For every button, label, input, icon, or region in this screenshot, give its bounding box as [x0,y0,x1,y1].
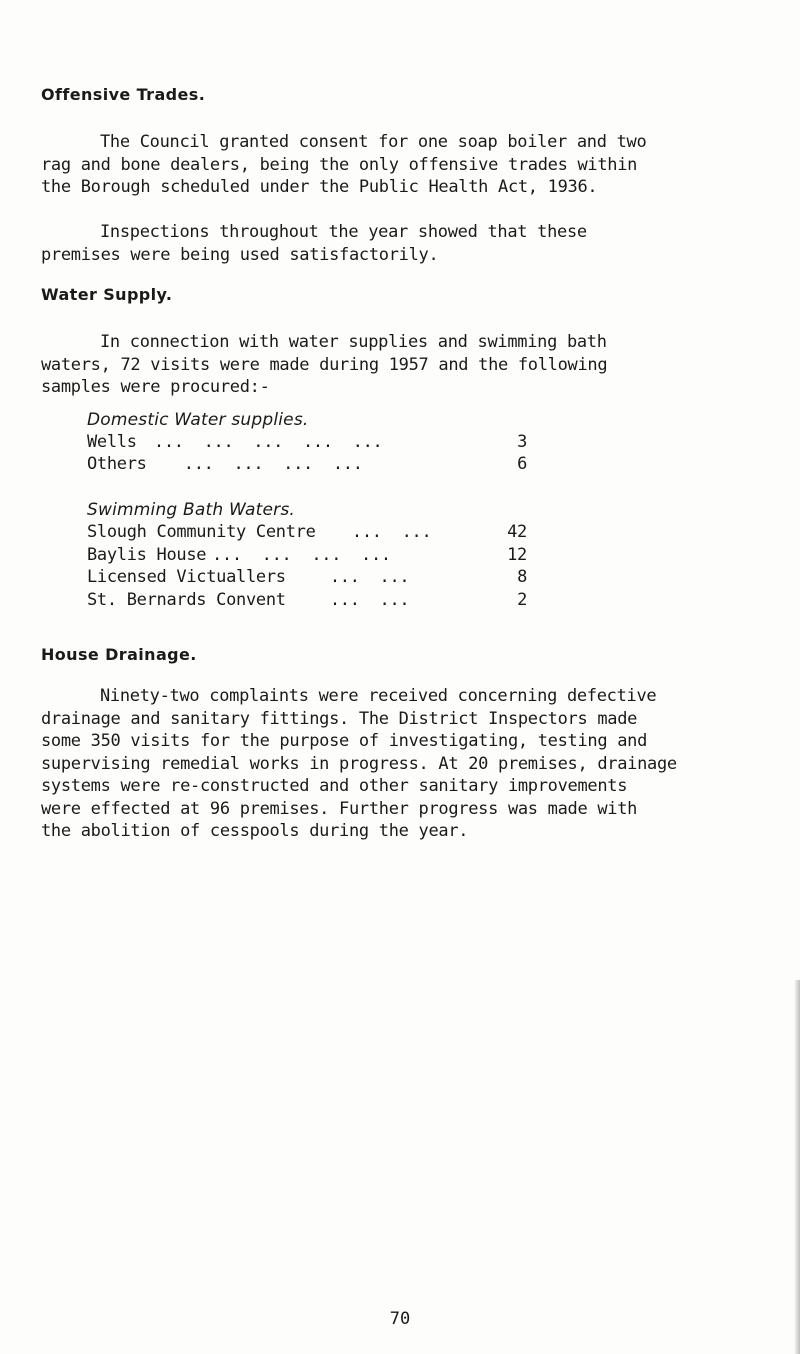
list-item [87,590,527,612]
sample-count: 6 [517,454,527,474]
page-number: 70 [389,1309,411,1329]
offensive-trades-heading: Offensive Trades. [41,85,206,104]
sample-count: 2 [517,590,527,610]
sample-count: 3 [517,432,527,452]
dot-leaders: ... ... [342,522,432,542]
water-supply-heading: Water Supply. [41,285,173,304]
sample-source-label: Slough Community Centre [87,522,316,542]
dot-leaders: ... ... [310,567,410,587]
swimming-bath-subheading: Swimming Bath Waters. [87,500,296,520]
list-item [87,432,527,454]
sample-source-label: Wells [87,432,137,452]
sample-count: 42 [507,522,527,542]
sample-source-label: St. Bernards Convent [87,590,286,610]
sample-source-label: Licensed Victuallers [87,567,286,587]
list-item [87,545,527,567]
offensive-trades-paragraph-1: The Council granted consent for one soap boiler and two rag and bone dealers, being the only offensive trades within the Borough scheduled under the Public Health Act, 1936. [41,132,647,197]
sample-source-label: Others [87,454,147,474]
page-edge-shadow [794,980,800,1354]
dot-leaders: ... ... [310,590,410,610]
water-supply-intro: In connection with water supplies and swimming bath waters, 72 visits were made during 1957 and the following samples were procured:- [41,332,608,397]
dot-leaders: ... ... ... ... ... [144,432,383,452]
list-item [87,454,527,476]
dot-leaders: ... ... ... ... [154,454,363,474]
domestic-water-subheading: Domestic Water supplies. [87,410,309,430]
sample-count: 12 [507,545,527,565]
dot-leaders: ... ... ... ... [212,545,391,565]
sample-count: 8 [517,567,527,587]
list-item [87,567,527,589]
offensive-trades-paragraph-2: Inspections throughout the year showed that these premises were being used satisfactorily. [41,222,587,265]
house-drainage-paragraph: Ninety-two complaints were received concerning defective drainage and sanitary fittings. The District Inspectors made some 350 visits for the purpose of investigating, testing and supervising remedial works in progress. At 20 premises, drainage systems were re-constructed and other sanitary improvements were effected at 96 premises. Further progress was made with the abolition of cesspools during the year. [41,686,677,841]
house-drainage-heading: House Drainage. [41,645,197,664]
sample-source-label: Baylis House [87,545,207,565]
list-item [87,522,527,544]
